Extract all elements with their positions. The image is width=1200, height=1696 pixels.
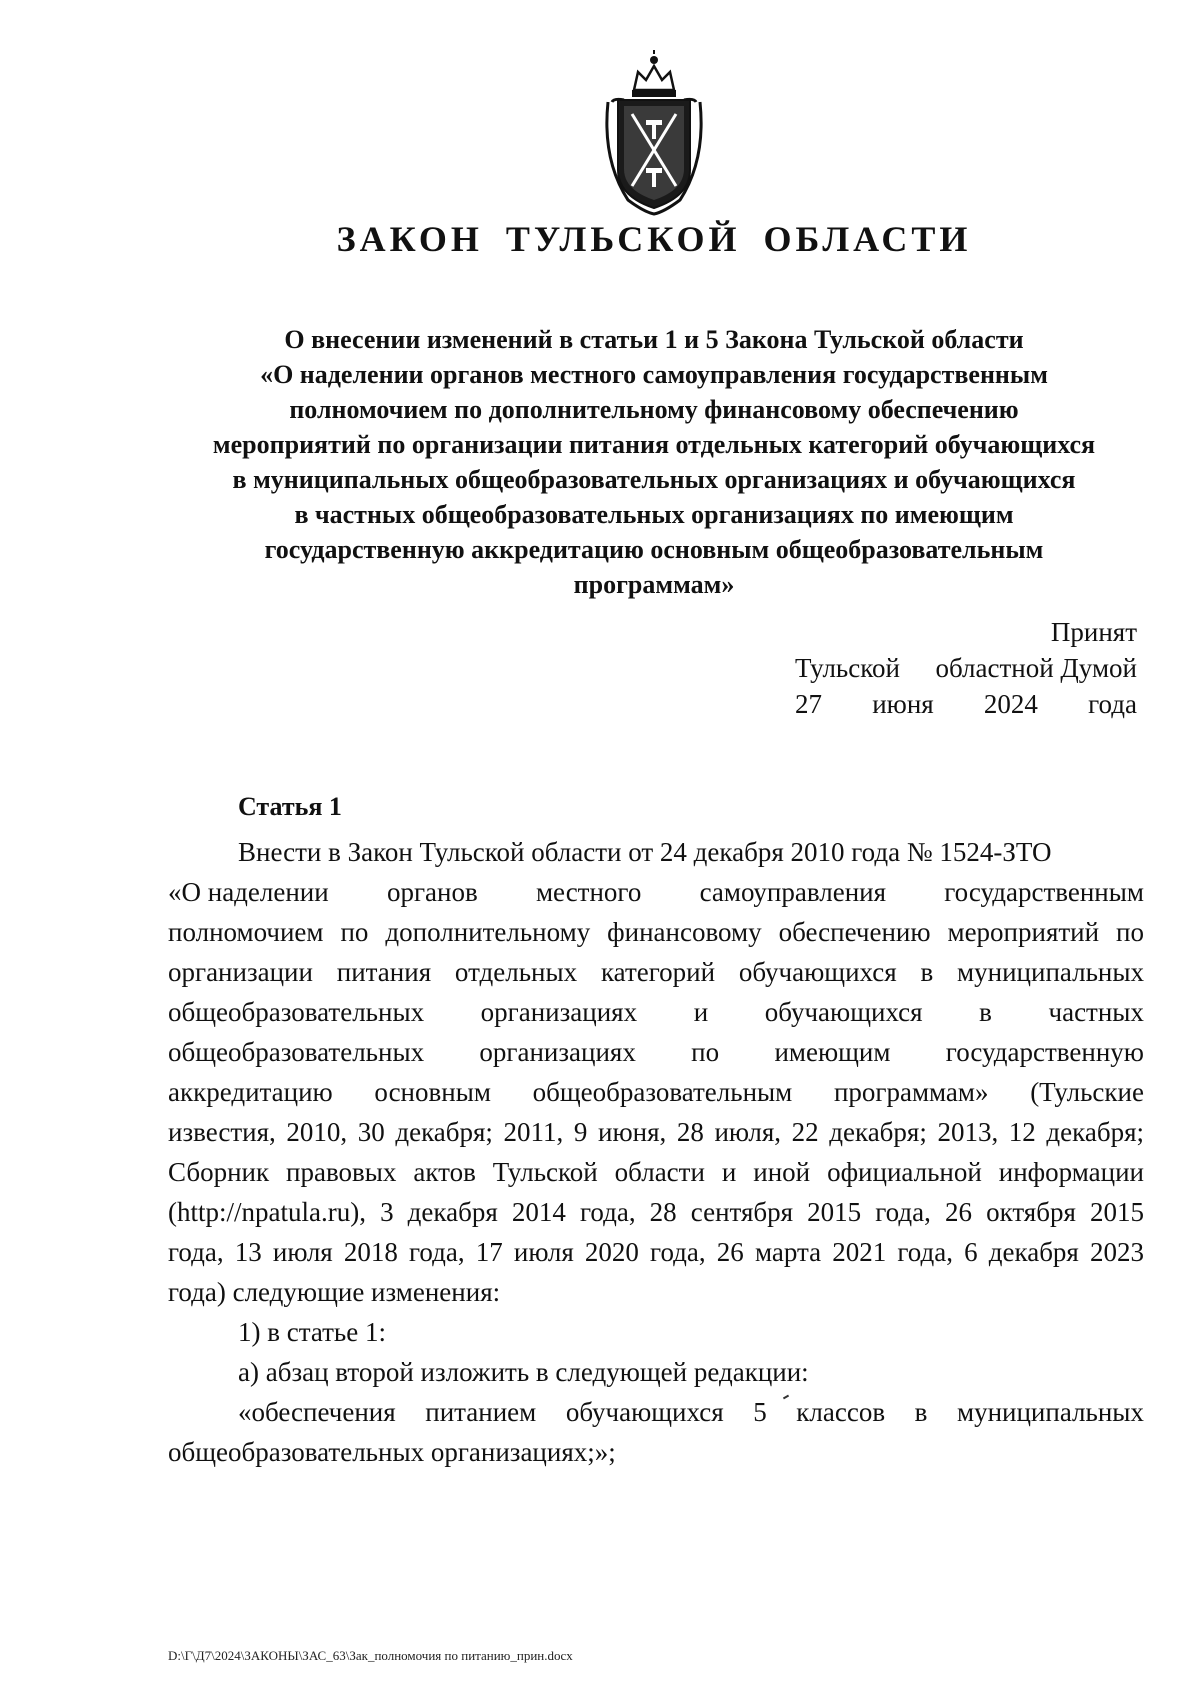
body-text-segment: года, 13 июля 2018 года, 17 июля 2020 года, 26 марта 2021 года, 6 декабря 2023 xyxy=(168,1237,1144,1267)
adoption-year-word: года xyxy=(1088,689,1137,719)
body-line xyxy=(168,1112,1144,1152)
footer-file-path: D:\Г\Д7\2024\ЗАКОНЫ\ЗАС_63\Зак_полномочия по питанию_прин.docx xyxy=(168,1648,573,1663)
body-line xyxy=(168,1352,1144,1392)
body-text-segment: общеобразовательных xyxy=(168,997,425,1027)
body-line xyxy=(168,1032,1144,1072)
body-line xyxy=(168,1272,1144,1312)
body-text-segment: известия, 2010, 30 декабря; 2011, 9 июня, 28 июля, 22 декабря; 2013, 12 декабря; xyxy=(168,1117,1144,1147)
subject-line: мероприятий по организации питания отдельных категорий обучающихся xyxy=(212,430,1096,459)
body-line xyxy=(168,832,1144,872)
article-body xyxy=(168,832,1144,1472)
body-line xyxy=(168,992,1144,1032)
body-text-segment: 5 xyxy=(753,1397,767,1427)
body-text-segment: программам» xyxy=(833,1077,989,1107)
law-subject xyxy=(150,322,1158,602)
body-text-segment: местного xyxy=(535,877,642,907)
body-line xyxy=(168,1232,1144,1272)
body-text-segment: а) абзац второй изложить в следующей редакции: xyxy=(238,1357,809,1387)
body-text-segment: основным xyxy=(374,1077,491,1107)
body-text-segment: организациях xyxy=(480,997,638,1027)
body-line xyxy=(168,1152,1144,1192)
body-text-segment: по xyxy=(691,1037,720,1067)
body-text-segment: Внести в Закон Тульской области от 24 декабря 2010 года № 1524-ЗТО xyxy=(238,837,1052,867)
body-text-segment: «обеспечения xyxy=(238,1397,396,1427)
body-line xyxy=(168,952,1144,992)
body-text-segment: аккредитацию xyxy=(168,1077,333,1107)
adoption-month: июня xyxy=(872,689,934,719)
body-text-segment: Сборник правовых актов Тульской области и иной официальной информации xyxy=(168,1157,1144,1187)
adoption-block xyxy=(795,614,1137,722)
article-heading: Статья 1 xyxy=(238,792,342,821)
law-title: ЗАКОН ТУЛЬСКОЙ ОБЛАСТИ xyxy=(336,219,972,259)
tula-coat-of-arms-icon xyxy=(598,50,710,218)
body-text-segment: в xyxy=(914,1397,928,1427)
body-text-segment: и xyxy=(693,997,709,1027)
body-text-segment: государственную xyxy=(945,1037,1144,1067)
body-text-segment: 1) в статье 1: xyxy=(238,1317,386,1347)
subject-line: государственную аккредитацию основным общеобразовательным xyxy=(264,535,1044,564)
body-text-segment: обучающихся xyxy=(565,1397,724,1427)
body-text-segment: полномочием по дополнительному финансовому обеспечению мероприятий по xyxy=(168,917,1144,947)
body-text-segment: (http://npatula.ru), 3 декабря 2014 года, 28 сентября 2015 года, 26 октября 2015 xyxy=(168,1197,1144,1227)
body-line xyxy=(168,1392,1144,1432)
body-text-segment: общеобразовательных организациях;»; xyxy=(168,1437,616,1467)
body-text-segment: «О наделении xyxy=(168,877,329,907)
subject-line: программам» xyxy=(573,570,735,599)
body-text-segment: (Тульские xyxy=(1030,1077,1144,1107)
body-line xyxy=(168,1192,1144,1232)
subject-line: О внесении изменений в статьи 1 и 5 Закона Тульской области xyxy=(284,325,1024,354)
body-text-segment: самоуправления xyxy=(699,877,887,907)
body-text-segment: организациях xyxy=(479,1037,636,1067)
body-text-segment: общеобразовательным xyxy=(532,1077,793,1107)
body-line xyxy=(168,872,1144,912)
adopted-label: Принят xyxy=(1050,617,1137,647)
adopted-by-word: Тульской xyxy=(795,653,900,683)
subject-line: «О наделении органов местного самоуправления государственным xyxy=(260,360,1048,389)
body-text-segment: имеющим xyxy=(774,1037,891,1067)
body-text-segment: классов xyxy=(796,1397,886,1427)
adoption-year: 2024 xyxy=(983,689,1038,719)
body-text-segment: в xyxy=(979,997,992,1027)
body-line xyxy=(168,1312,1144,1352)
subject-line: в муниципальных общеобразовательных организациях и обучающихся xyxy=(232,465,1076,494)
adopted-by-word: областной Думой xyxy=(935,653,1137,683)
body-text-segment: обучающихся xyxy=(764,997,923,1027)
subject-line: в частных общеобразовательных организациях по имеющим xyxy=(294,500,1014,529)
body-text-segment: организации питания отдельных категорий обучающихся в муниципальных xyxy=(168,957,1144,987)
subject-line: полномочием по дополнительному финансовому обеспечению xyxy=(289,395,1019,424)
body-line xyxy=(168,1072,1144,1112)
body-line xyxy=(168,1432,1144,1472)
body-text-segment: питанием xyxy=(425,1397,537,1427)
body-text-segment: муниципальных xyxy=(956,1397,1144,1427)
body-text-segment: государственным xyxy=(944,877,1144,907)
body-text-segment: органов xyxy=(386,877,478,907)
body-text-segment: общеобразовательных xyxy=(168,1037,425,1067)
body-text-segment: частных xyxy=(1048,997,1144,1027)
body-line xyxy=(168,912,1144,952)
adoption-day: 27 xyxy=(795,689,822,719)
body-text-segment: года) следующие изменения: xyxy=(168,1277,501,1307)
